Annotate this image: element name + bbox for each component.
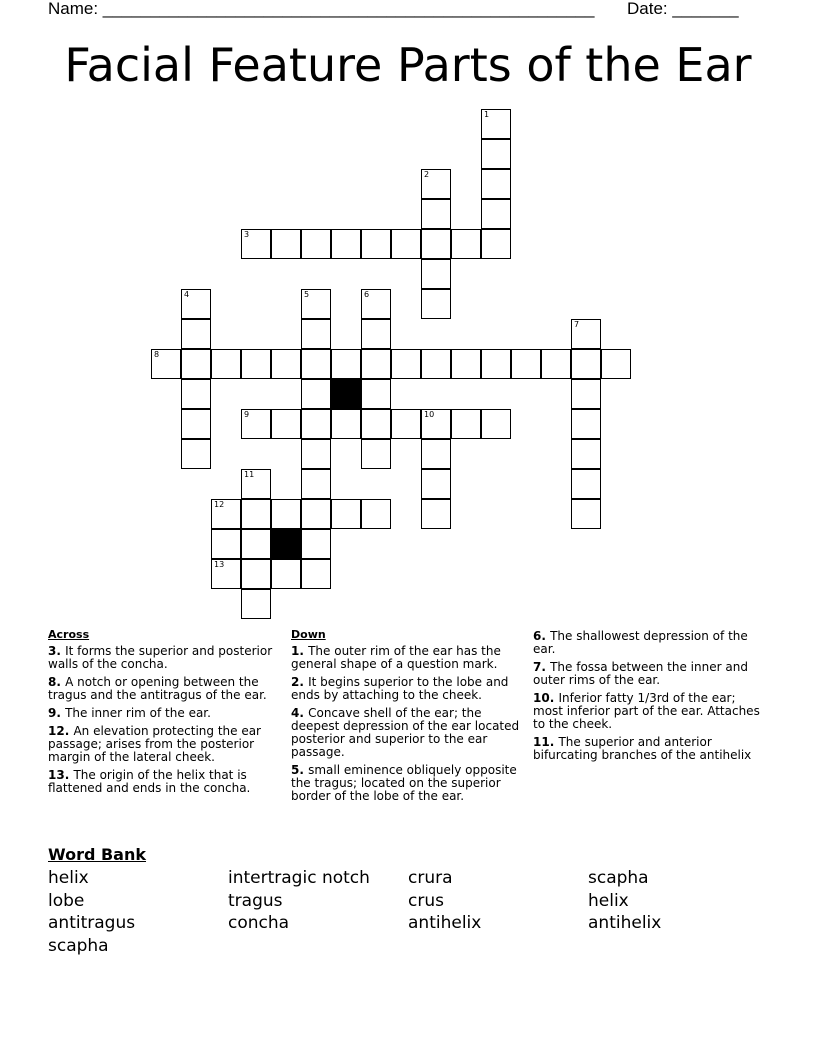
clue-number: 13: [214, 560, 225, 569]
clue-text: The origin of the helix that is flattened and ends in the concha.: [48, 768, 251, 795]
clue-number: 9: [244, 410, 250, 419]
grid-cell[interactable]: [421, 169, 451, 199]
clue-text: The fossa between the inner and outer rims of the ear.: [533, 660, 748, 687]
grid-cell[interactable]: [391, 229, 421, 259]
clue-number-label: 2.: [291, 675, 309, 689]
grid-cell[interactable]: [571, 499, 601, 529]
grid-cell[interactable]: [421, 349, 451, 379]
grid-cell[interactable]: [481, 199, 511, 229]
grid-cell[interactable]: [511, 349, 541, 379]
clue-text: Inferior fatty 1/3rd of the ear; most inferior part of the ear. Attaches to the cheek.: [533, 691, 760, 731]
clue-number-label: 9.: [48, 706, 66, 720]
grid-cell[interactable]: [181, 349, 211, 379]
word-bank-title: Word Bank: [48, 845, 147, 864]
grid-cell[interactable]: [481, 169, 511, 199]
clue-number-label: 5.: [291, 763, 309, 777]
grid-cell[interactable]: [391, 409, 421, 439]
grid-cell[interactable]: [331, 499, 361, 529]
clue-number: 1: [484, 110, 490, 119]
grid-cell[interactable]: [361, 439, 391, 469]
grid-cell[interactable]: [241, 409, 271, 439]
clue-number: 6: [364, 290, 370, 299]
clue-item: [48, 707, 276, 720]
word-bank-word: crus: [408, 890, 444, 911]
grid-cell[interactable]: [181, 379, 211, 409]
clue-text: The inner rim of the ear.: [65, 706, 211, 720]
clue-number: 11: [244, 470, 255, 479]
down-clues-continued: [533, 630, 768, 767]
clue-item: [533, 736, 768, 762]
grid-cell[interactable]: [181, 409, 211, 439]
grid-cell[interactable]: [481, 139, 511, 169]
grid-cell[interactable]: [361, 289, 391, 319]
grid-cell[interactable]: [451, 229, 481, 259]
grid-cell[interactable]: [361, 379, 391, 409]
down-heading: Down: [291, 628, 326, 641]
grid-cell[interactable]: [211, 349, 241, 379]
grid-cell[interactable]: [181, 289, 211, 319]
grid-cell[interactable]: [241, 529, 271, 559]
grid-cell[interactable]: [241, 229, 271, 259]
grid-cell[interactable]: [361, 229, 391, 259]
grid-cell[interactable]: [301, 529, 331, 559]
word-bank-word: scapha: [48, 935, 109, 956]
grid-cell[interactable]: [571, 409, 601, 439]
clue-number-label: 10.: [533, 691, 559, 705]
grid-cell[interactable]: [391, 349, 421, 379]
grid-cell[interactable]: [481, 349, 511, 379]
word-bank-word: antihelix: [588, 913, 662, 933]
word-bank-word: helix: [588, 890, 629, 911]
grid-cell[interactable]: [571, 349, 601, 379]
across-clues: [48, 628, 276, 800]
date-line: Date: _______: [627, 0, 739, 18]
clue-text: It begins superior to the lobe and ends by attaching to the cheek.: [291, 675, 509, 702]
name-line: Name: ____________________________________________________: [48, 0, 595, 18]
grid-cell[interactable]: [181, 439, 211, 469]
clue-number-label: 8.: [48, 675, 66, 689]
grid-cell[interactable]: [301, 409, 331, 439]
clue-number: 5: [304, 290, 310, 299]
clue-item: [48, 725, 276, 764]
clue-item: [533, 692, 768, 731]
grid-cell[interactable]: [241, 469, 271, 499]
clue-number-label: 1.: [291, 644, 309, 658]
clue-number-label: 7.: [533, 660, 551, 674]
clue-item: [291, 764, 523, 803]
grid-cell[interactable]: [211, 529, 241, 559]
grid-cell[interactable]: [571, 469, 601, 499]
grid-cell[interactable]: [301, 289, 331, 319]
across-heading: Across: [48, 628, 90, 641]
grid-cell[interactable]: [421, 289, 451, 319]
clue-text: An elevation protecting the ear passage; arises from the posterior margin of the lateral cheek.: [48, 724, 261, 764]
grid-cell[interactable]: [421, 409, 451, 439]
grid-cell[interactable]: [421, 469, 451, 499]
clue-number-label: 13.: [48, 768, 74, 782]
grid-cell[interactable]: [361, 499, 391, 529]
grid-cell[interactable]: [301, 559, 331, 589]
grid-cell[interactable]: [271, 409, 301, 439]
grid-cell[interactable]: [271, 499, 301, 529]
grid-cell[interactable]: [181, 319, 211, 349]
grid-cell[interactable]: [361, 409, 391, 439]
grid-cell[interactable]: [301, 469, 331, 499]
grid-cell[interactable]: [571, 439, 601, 469]
clue-text: The superior and anterior bifurcating branches of the antihelix: [533, 735, 752, 762]
clue-number: 7: [574, 320, 580, 329]
word-bank-word: antitragus: [48, 913, 136, 933]
clue-text: It forms the superior and posterior walls of the concha.: [48, 644, 273, 671]
clue-number: 4: [184, 290, 190, 299]
grid-cell[interactable]: [481, 109, 511, 139]
grid-block-cell: [331, 379, 361, 409]
clue-number: 8: [154, 350, 160, 359]
clue-number-label: 12.: [48, 724, 74, 738]
clue-item: [48, 769, 276, 795]
grid-cell[interactable]: [271, 229, 301, 259]
grid-cell[interactable]: [421, 229, 451, 259]
grid-cell[interactable]: [301, 319, 331, 349]
grid-cell[interactable]: [361, 319, 391, 349]
word-bank-word: crura: [408, 868, 453, 888]
clue-text: Concave shell of the ear; the deepest depression of the ear located posterior and superior to the ear passage.: [291, 706, 520, 759]
clue-text: small eminence obliquely opposite the tragus; located on the superior border of the lobe of the ear.: [291, 763, 517, 803]
grid-cell[interactable]: [241, 589, 271, 619]
grid-cell[interactable]: [151, 349, 181, 379]
word-bank-word: lobe: [48, 890, 85, 911]
grid-cell[interactable]: [571, 319, 601, 349]
clue-text: A notch or opening between the tragus and the antitragus of the ear.: [48, 675, 267, 702]
grid-cell[interactable]: [451, 409, 481, 439]
clue-item: [291, 676, 523, 702]
grid-cell[interactable]: [301, 379, 331, 409]
clue-number-label: 4.: [291, 706, 309, 720]
clue-text: The outer rim of the ear has the general shape of a question mark.: [291, 644, 501, 671]
grid-block-cell: [271, 529, 301, 559]
grid-cell[interactable]: [301, 499, 331, 529]
grid-cell[interactable]: [301, 439, 331, 469]
clue-item: [533, 630, 768, 656]
grid-cell[interactable]: [211, 559, 241, 589]
grid-cell[interactable]: [241, 499, 271, 529]
grid-cell[interactable]: [421, 259, 451, 289]
grid-cell[interactable]: [601, 349, 631, 379]
grid-cell[interactable]: [421, 439, 451, 469]
grid-cell[interactable]: [331, 349, 361, 379]
clue-text: The shallowest depression of the ear.: [533, 629, 748, 656]
clue-item: [48, 676, 276, 702]
clue-item: [291, 707, 523, 759]
grid-cell[interactable]: [571, 379, 601, 409]
grid-cell[interactable]: [451, 349, 481, 379]
down-clues: [291, 628, 523, 808]
clue-number-label: 6.: [533, 629, 551, 643]
grid-cell[interactable]: [271, 559, 301, 589]
grid-cell[interactable]: [541, 349, 571, 379]
grid-cell[interactable]: [331, 409, 361, 439]
page-title: Facial Feature Parts of the Ear: [64, 38, 752, 92]
grid-cell[interactable]: [481, 409, 511, 439]
grid-cell[interactable]: [241, 349, 271, 379]
clue-number-label: 3.: [48, 644, 66, 658]
word-bank-word: scapha: [588, 868, 649, 888]
grid-cell[interactable]: [331, 229, 361, 259]
word-bank-word: concha: [228, 913, 290, 933]
clue-number: 3: [244, 230, 250, 239]
clue-number: 10: [424, 410, 435, 419]
word-bank-word: tragus: [228, 890, 283, 911]
grid-cell[interactable]: [271, 349, 301, 379]
clue-number: 2: [424, 170, 430, 179]
word-bank-word: intertragic notch: [228, 868, 370, 888]
word-bank-word: helix: [48, 868, 89, 888]
grid-cell[interactable]: [301, 229, 331, 259]
grid-cell[interactable]: [421, 499, 451, 529]
grid-cell[interactable]: [421, 199, 451, 229]
clue-number-label: 11.: [533, 735, 559, 749]
clue-item: [48, 645, 276, 671]
grid-cell[interactable]: [211, 499, 241, 529]
clue-item: [533, 661, 768, 687]
grid-cell[interactable]: [241, 559, 271, 589]
word-bank-word: antihelix: [408, 913, 482, 933]
grid-cell[interactable]: [481, 229, 511, 259]
clue-number: 12: [214, 500, 225, 509]
clue-item: [291, 645, 523, 671]
grid-cell[interactable]: [301, 349, 331, 379]
grid-cell[interactable]: [361, 349, 391, 379]
